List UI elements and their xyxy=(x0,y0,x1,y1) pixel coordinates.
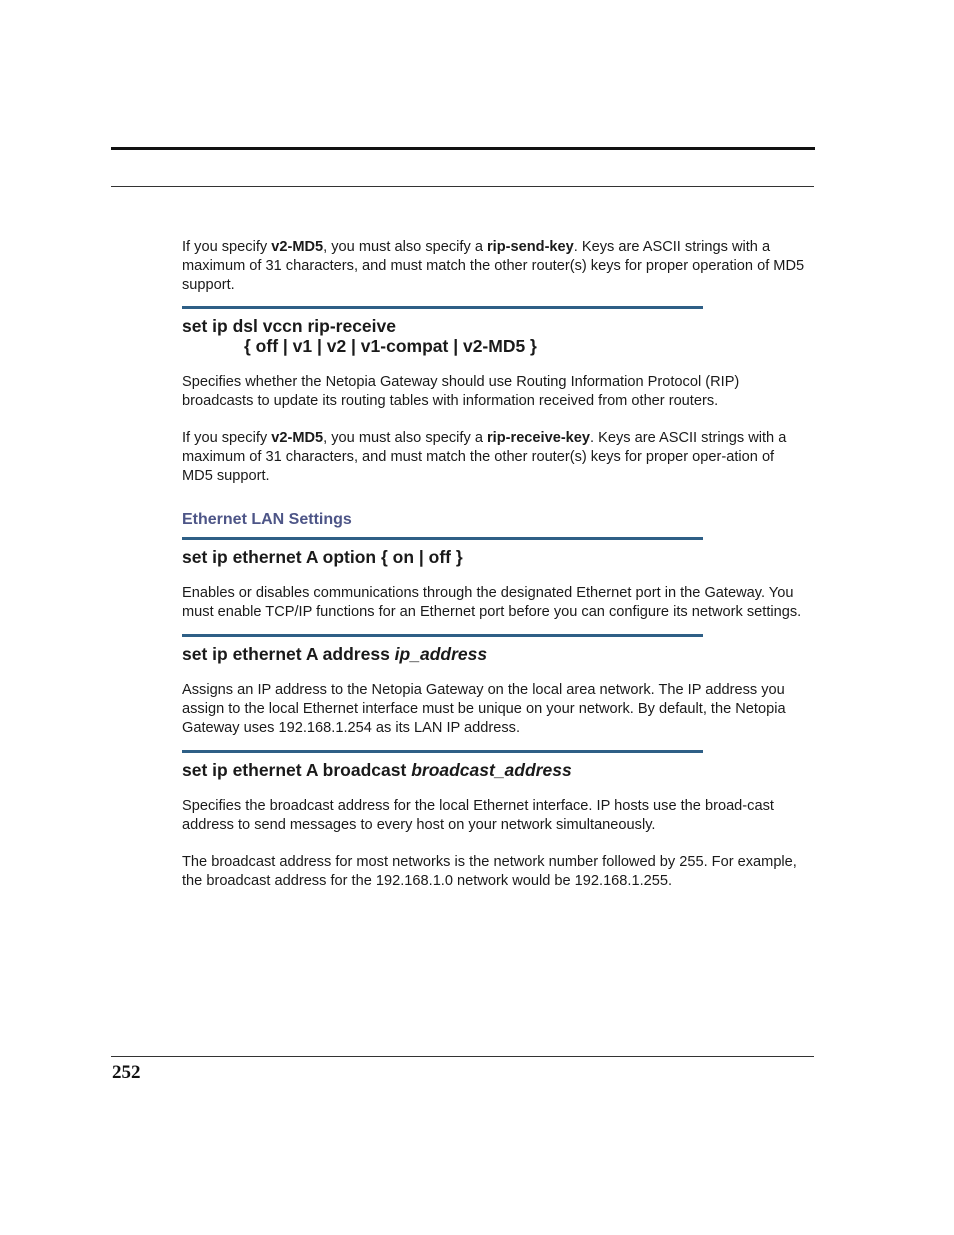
section-divider xyxy=(182,537,703,540)
command-argument: broadcast_address xyxy=(411,760,572,780)
eth-broadcast-description: Specifies the broadcast address for the local Ethernet interface. IP hosts use the broad-cast address to send messages to every host on your network simultaneously. xyxy=(182,798,774,833)
intro-text-2: , you must also specify a xyxy=(323,239,487,255)
intro-keyword-rip-send-key: rip-send-key xyxy=(487,239,574,255)
command-heading-eth-broadcast xyxy=(182,760,807,780)
section-divider xyxy=(182,750,703,753)
rip-text-1: If you specify xyxy=(182,430,272,446)
section-divider xyxy=(182,634,703,637)
command-line-1: set ip dsl vccn rip-receive xyxy=(182,316,396,336)
page-number: 252 xyxy=(112,1062,141,1083)
command-argument: ip_address xyxy=(394,644,488,664)
command-text: set ip ethernet A address xyxy=(182,644,395,664)
rip-keyword-v2md5: v2-MD5 xyxy=(271,430,324,446)
page-content xyxy=(182,238,807,891)
intro-text-3: . Keys are ASCII strings with a maximum of 31 characters, and must match the other router(s) keys for proper operation of MD5 support. xyxy=(182,239,805,293)
eth-address-description: Assigns an IP address to the Netopia Gateway on the local area network. The IP address you assign to the local Ethernet interface must be unique on your network. By default, the Netopia Gateway uses 192.168.1.254 as its LAN IP address. xyxy=(182,682,786,736)
rip-keyword-rip-receive-key: rip-receive-key xyxy=(487,430,591,446)
intro-text-1: If you specify xyxy=(182,239,272,255)
command-text: set ip ethernet A broadcast xyxy=(182,760,412,780)
rip-text-3: . Keys are ASCII strings with a maximum of 31 characters, and must match the other router(s) keys for proper oper-ation of MD5 support. xyxy=(182,430,787,484)
section-heading-ethernet-lan: Ethernet LAN Settings xyxy=(182,511,352,528)
intro-keyword-v2md5: v2-MD5 xyxy=(271,239,324,255)
intro-paragraph xyxy=(182,238,807,295)
header-rule-thin xyxy=(111,186,814,187)
header-rule-thick xyxy=(111,147,815,150)
eth-option-description: Enables or disables communications through the designated Ethernet port in the Gateway. You must enable TCP/IP functions for an Ethernet port before you can configure its network settings. xyxy=(182,585,802,620)
command-line-2: { off | v1 | v2 | v1-compat | v2-MD5 } xyxy=(244,336,537,356)
command-heading-rip-receive xyxy=(182,316,807,356)
rip-text-2: , you must also specify a xyxy=(323,430,487,446)
command-heading-eth-option: set ip ethernet A option { on | off } xyxy=(182,547,463,567)
eth-broadcast-example: The broadcast address for most networks is the network number followed by 255. For example, the broadcast address for the 192.168.1.0 network would be 192.168.1.255. xyxy=(182,854,797,889)
rip-receive-md5-paragraph xyxy=(182,429,807,486)
rip-receive-description: Specifies whether the Netopia Gateway should use Routing Information Protocol (RIP) broadcasts to update its routing tables with information received from other routers. xyxy=(182,374,740,409)
footer-rule xyxy=(111,1056,814,1057)
section-divider xyxy=(182,306,703,309)
command-heading-eth-address xyxy=(182,644,807,664)
